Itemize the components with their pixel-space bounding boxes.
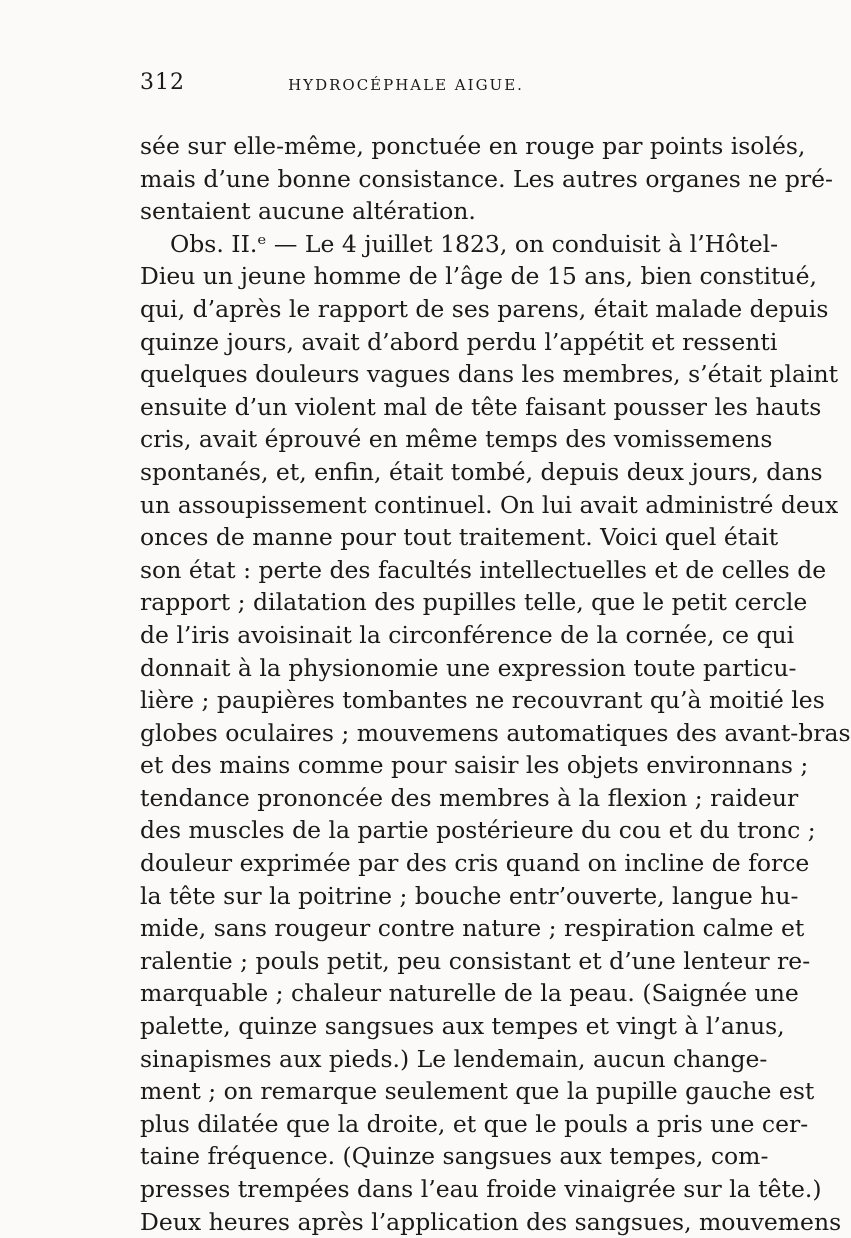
text-line: Obs. II.ᵉ — Le 4 juillet 1823, on conduisit à l’Hôtel- — [170, 229, 779, 258]
text-line: son état : perte des facultés intellectuelles et de celles de — [140, 555, 827, 584]
text-line: plus dilatée que la droite, et que le pouls a pris une cer- — [140, 1109, 809, 1138]
page-header — [140, 70, 672, 120]
text-line: rapport ; dilatation des pupilles telle, que le petit cercle — [140, 588, 808, 617]
text-line: un assoupissement continuel. On lui avait administré deux — [140, 490, 839, 519]
text-line: cris, avait éprouvé en même temps des vomissemens — [140, 425, 773, 454]
text-line: mide, sans rougeur contre nature ; respiration calme et — [140, 914, 805, 943]
text-line: la tête sur la poitrine ; bouche entr’ouverte, langue hu- — [140, 881, 799, 910]
text-line: lière ; paupières tombantes ne recouvrant qu’à moitié les — [140, 686, 825, 715]
text-line: presses trempées dans l’eau froide vinaigrée sur la tête.) — [140, 1175, 822, 1203]
text-line: sentaient aucune altération. — [140, 197, 476, 226]
text-line: ment ; on remarque seulement que la pupille gauche est — [140, 1077, 815, 1106]
text-line: sée sur elle-même, ponctuée en rouge par points isolés, — [140, 132, 806, 160]
text-line: quinze jours, avait d’abord perdu l’appétit et ressenti — [140, 327, 778, 356]
page-number: 312 — [140, 70, 185, 95]
text-line: de l’iris avoisinait la circonférence de la cornée, ce qui — [140, 620, 795, 649]
text-line: Deux heures après l’application des sangsues, mouvemens — [140, 1207, 842, 1236]
text-line: sinapismes aux pieds.) Le lendemain, aucun change- — [140, 1044, 768, 1073]
text-line: douleur exprimée par des cris quand on incline de force — [140, 849, 810, 878]
text-line: taine fréquence. (Quinze sangsues aux tempes, com- — [140, 1142, 769, 1171]
text-line: globes oculaires ; mouvemens automatiques des avant-bras — [140, 718, 851, 747]
text-line: Dieu un jeune homme de l’âge de 15 ans, bien constitué, — [140, 262, 817, 291]
text-line: palette, quinze sangsues aux tempes et vingt à l’anus, — [140, 1012, 785, 1041]
text-line: mais d’une bonne consistance. Les autres organes ne pré- — [140, 164, 833, 193]
text-line: spontanés, et, enfin, était tombé, depuis deux jours, dans — [140, 457, 823, 486]
text-line: donnait à la physionomie une expression toute particu- — [140, 653, 797, 682]
text-line: et des mains comme pour saisir les objets environnans ; — [140, 751, 809, 780]
text-line: ensuite d’un violent mal de tête faisant pousser les hauts — [140, 392, 822, 421]
body-text — [140, 130, 851, 1238]
text-line: marquable ; chaleur naturelle de la peau. (Saignée une — [140, 979, 799, 1008]
text-line: qui, d’après le rapport de ses parens, était malade depuis — [140, 294, 829, 323]
text-line: tendance prononcée des membres à la flexion ; raideur — [140, 783, 799, 812]
text-line: ralentie ; pouls petit, peu consistant et d’une lenteur re- — [140, 946, 811, 975]
text-line: quelques douleurs vagues dans les membres, s’était plaint — [140, 360, 839, 389]
running-title: HYDROCÉPHALE AIGUE. — [288, 76, 524, 94]
text-line: onces de manne pour tout traitement. Voici quel était — [140, 523, 779, 552]
text-line: des muscles de la partie postérieure du cou et du tronc ; — [140, 816, 816, 845]
